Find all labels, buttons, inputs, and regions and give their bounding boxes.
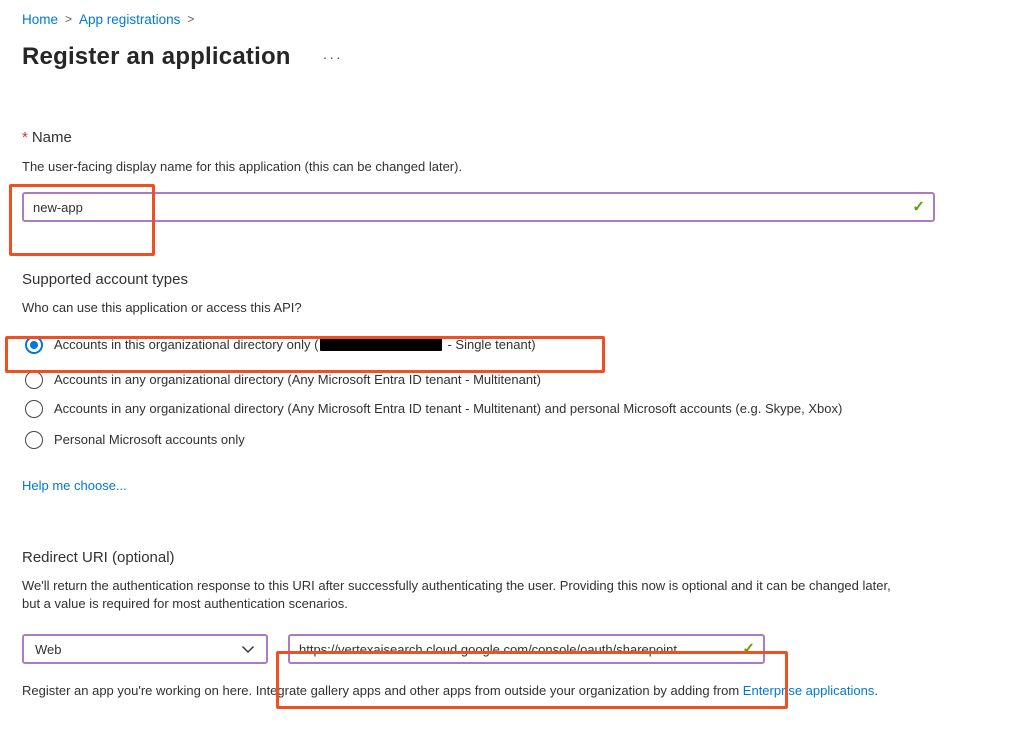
radio-button-selected[interactable] bbox=[25, 336, 43, 354]
breadcrumb-separator: > bbox=[187, 12, 195, 26]
redirect-uri-description: We'll return the authentication response to this URI after successfully authenticating the user. Providing this now is optional and it can be changed later, but a value is required for most authentication scenarios. bbox=[22, 578, 891, 611]
redirect-uri-row bbox=[22, 634, 1013, 664]
name-description: The user-facing display name for this application (this can be changed later). bbox=[22, 159, 463, 174]
radio-button[interactable] bbox=[25, 400, 43, 418]
redirect-uri-input-wrap bbox=[288, 634, 765, 664]
radio-label: Accounts in any organizational directory (Any Microsoft Entra ID tenant - Multitenant) and personal Microsoft accounts (e.g. Skype, Xbox) bbox=[54, 401, 843, 416]
supported-account-types-heading: Supported account types bbox=[22, 271, 188, 288]
chevron-down-icon bbox=[241, 645, 255, 654]
redacted-tenant-name bbox=[320, 336, 442, 351]
footer-text-period: . bbox=[874, 683, 878, 698]
radio-option-multitenant-personal[interactable] bbox=[25, 399, 1013, 419]
platform-select[interactable] bbox=[22, 634, 268, 664]
radio-option-personal-only[interactable] bbox=[25, 430, 1013, 450]
more-options-icon[interactable]: ··· bbox=[322, 49, 343, 65]
valid-checkmark-icon: ✓ bbox=[742, 640, 755, 658]
radio-option-multitenant[interactable] bbox=[25, 370, 1013, 390]
breadcrumb-app-registrations[interactable]: App registrations bbox=[79, 11, 181, 27]
radio-label: Accounts in any organizational directory (Any Microsoft Entra ID tenant - Multitenant) bbox=[54, 372, 541, 387]
radio-button[interactable] bbox=[25, 431, 43, 449]
required-asterisk: * bbox=[22, 129, 28, 146]
radio-dot bbox=[30, 341, 38, 349]
radio-option-single-tenant[interactable] bbox=[25, 335, 1013, 355]
footer-text: Register an app you're working on here. Integrate gallery apps and other apps from outside your organization by adding from bbox=[22, 683, 743, 698]
footer-note bbox=[22, 683, 1013, 698]
title-row bbox=[22, 41, 1013, 73]
account-types-question: Who can use this application or access this API? bbox=[22, 300, 302, 315]
radio-label: Accounts in this organizational directory only ( - Single tenant) bbox=[54, 337, 536, 352]
redirect-uri-input[interactable] bbox=[288, 634, 765, 664]
help-me-choose-link[interactable]: Help me choose... bbox=[22, 478, 127, 493]
enterprise-applications-link[interactable]: Enterprise applications bbox=[742, 683, 875, 698]
breadcrumb-home[interactable]: Home bbox=[22, 11, 59, 27]
name-input-wrap bbox=[22, 192, 935, 222]
radio-label: Personal Microsoft accounts only bbox=[54, 432, 245, 447]
page-title: Register an application bbox=[22, 43, 291, 70]
platform-select-value: Web bbox=[35, 641, 62, 657]
breadcrumb bbox=[22, 10, 1013, 28]
name-label bbox=[22, 129, 1013, 146]
redirect-uri-heading: Redirect URI (optional) bbox=[22, 549, 175, 566]
name-input[interactable] bbox=[22, 192, 935, 222]
breadcrumb-separator: > bbox=[65, 12, 73, 26]
radio-button[interactable] bbox=[25, 371, 43, 389]
name-label-text: Name bbox=[31, 129, 72, 146]
valid-checkmark-icon: ✓ bbox=[912, 198, 925, 216]
